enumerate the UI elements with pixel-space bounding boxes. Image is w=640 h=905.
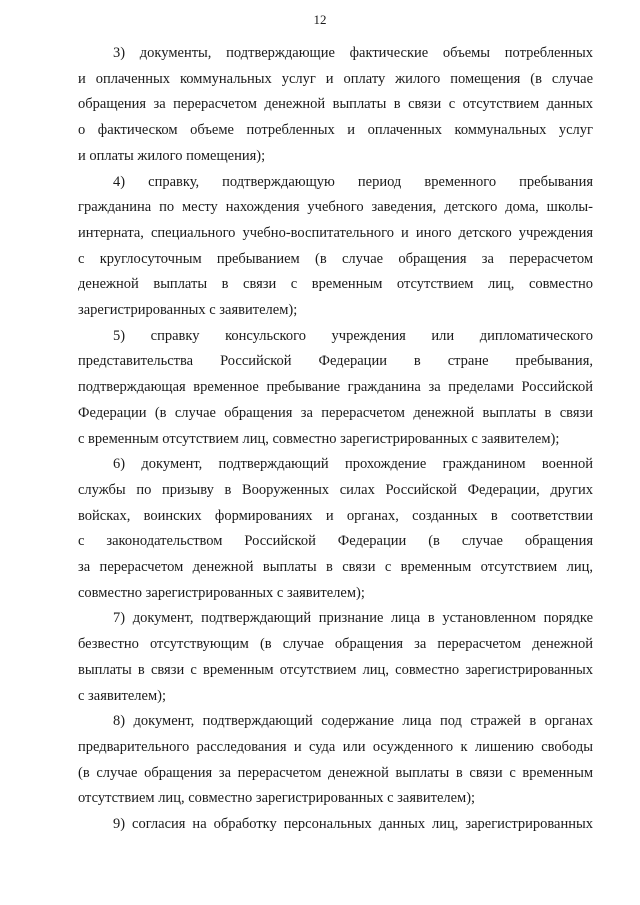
text-line: 6) документ, подтверждающий прохождение гражданином военной — [113, 456, 593, 473]
text-line: за перерасчетом денежной выплаты в связи с временным отсутствием лиц, — [78, 559, 593, 576]
text-line: Федерации (в случае обращения за перерасчетом денежной выплаты в связи — [78, 404, 593, 421]
text-line: 3) документы, подтверждающие фактические объемы потребленных — [113, 45, 593, 61]
text-line: отсутствием лиц, совместно зарегистрированных с заявителем); — [78, 790, 476, 807]
text-line: и оплаты жилого помещения); — [78, 147, 266, 164]
text-line: 5) справку консульского учреждения или дипломатического — [113, 327, 593, 344]
text-line: совместно зарегистрированных с заявителем); — [78, 584, 365, 601]
text-line: службы по призыву в Вооруженных силах Российской Федерации, других — [78, 481, 593, 498]
text-line: с круглосуточным пребыванием (в случае обращения за перерасчетом — [78, 250, 593, 267]
text-line: обращения за перерасчетом денежной выплаты в связи с отсутствием данных — [78, 96, 593, 113]
page-number: 12 — [313, 12, 327, 27]
text-line: выплаты в связи с временным отсутствием лиц, совместно зарегистрированных — [78, 661, 593, 678]
paragraph-6 — [78, 452, 593, 606]
text-line: интерната, специального учебно-воспитательного и иного детского учреждения — [78, 224, 593, 241]
text-line: с заявителем); — [78, 687, 166, 704]
paragraph-9 — [78, 812, 593, 838]
text-line: зарегистрированных с заявителем); — [78, 302, 298, 319]
text-line: денежной выплаты в связи с временным отсутствием лиц, совместно — [78, 276, 593, 293]
text-line: 4) справку, подтверждающую период временного пребывания — [113, 173, 593, 190]
paragraph-5 — [78, 324, 593, 453]
document-body — [78, 41, 593, 838]
text-line: (в случае обращения за перерасчетом денежной выплаты в связи с временным — [78, 764, 593, 781]
text-line: с временным отсутствием лиц, совместно зарегистрированных с заявителем); — [78, 430, 560, 447]
text-line: войсках, воинских формированиях и органах, созданных в соответствии — [78, 507, 593, 524]
text-line: гражданина по месту нахождения учебного заведения, детского дома, школы- — [78, 199, 593, 216]
paragraph-8 — [78, 709, 593, 812]
text-line: безвестно отсутствующим (в случае обращения за перерасчетом денежной — [78, 636, 593, 653]
text-line: 8) документ, подтверждающий содержание лица под стражей в органах — [113, 713, 593, 730]
text-line: 7) документ, подтверждающий признание лица в установленном порядке — [113, 610, 593, 627]
text-line: представительства Российской Федерации в стране пребывания, — [78, 353, 593, 370]
text-line: предварительного расследования и суда или осужденного к лишению свободы — [78, 738, 593, 755]
text-line: 9) согласия на обработку персональных данных лиц, зарегистрированных — [113, 816, 593, 833]
text-line: с законодательством Российской Федерации (в случае обращения — [78, 533, 593, 550]
text-line: о фактическом объеме потребленных и оплаченных коммунальных услуг — [78, 122, 593, 139]
paragraph-7 — [78, 606, 593, 709]
text-line: и оплаченных коммунальных услуг и оплату жилого помещения (в случае — [78, 70, 593, 87]
paragraph-3 — [78, 41, 593, 170]
paragraph-4 — [78, 170, 593, 324]
text-line: подтверждающая временное пребывание гражданина за пределами Российской — [78, 379, 593, 396]
